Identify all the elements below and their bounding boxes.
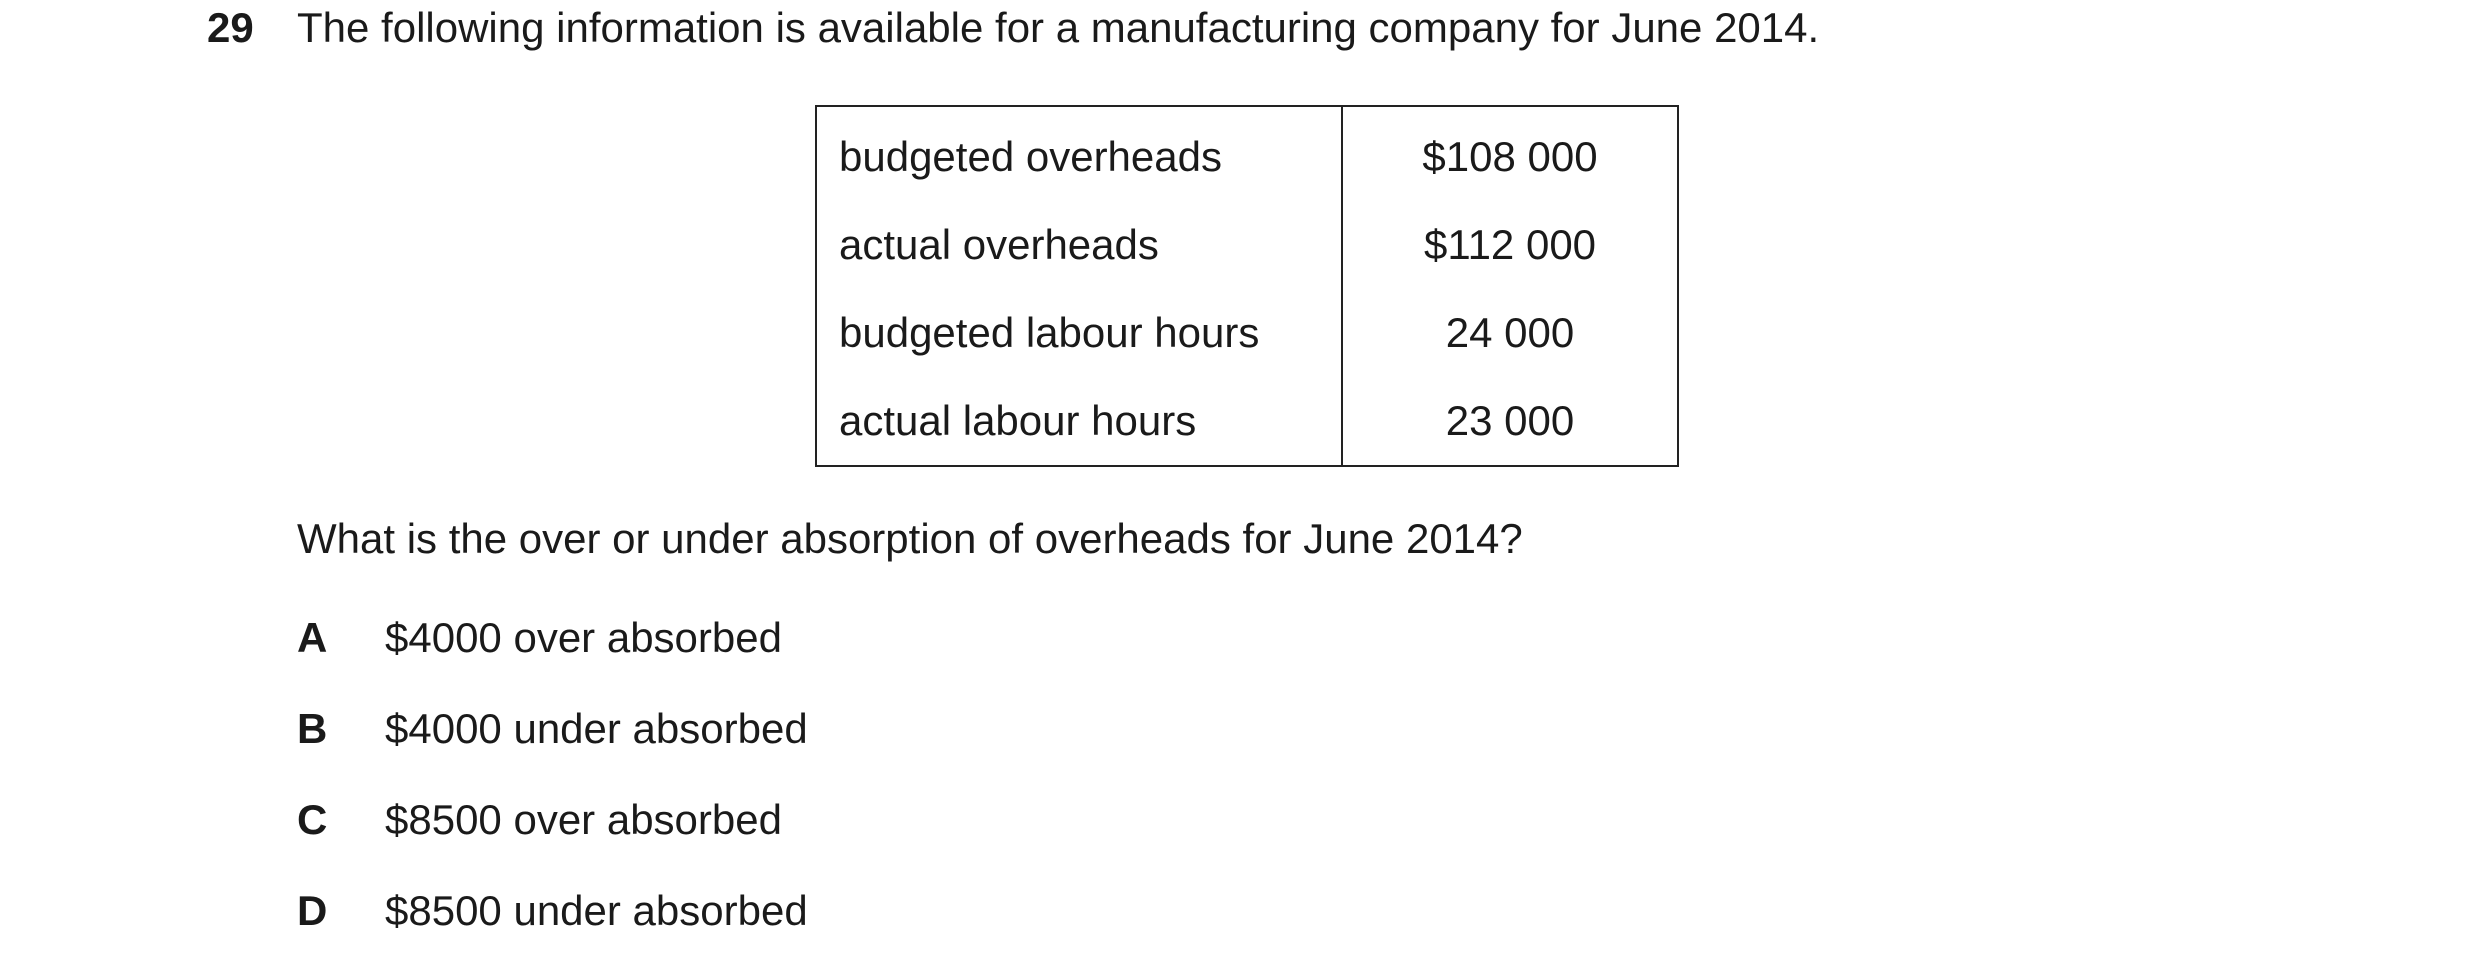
question-number: 29 — [207, 4, 254, 51]
option-letter: D — [297, 887, 328, 934]
option-c[interactable] — [297, 796, 782, 844]
table-row — [816, 289, 1678, 377]
row-value: 23 000 — [1445, 397, 1575, 444]
option-letter: B — [297, 705, 328, 752]
row-value: $112 000 — [1423, 221, 1597, 268]
option-text: $4000 over absorbed — [385, 614, 782, 661]
option-text: $8500 under absorbed — [385, 887, 808, 934]
row-value: $108 000 — [1422, 133, 1598, 180]
row-label: budgeted overheads — [816, 106, 1342, 201]
table-row — [816, 201, 1678, 289]
table-row — [816, 106, 1678, 201]
option-d[interactable] — [297, 887, 808, 935]
row-label: actual overheads — [816, 201, 1342, 289]
row-value: 24 000 — [1445, 309, 1575, 356]
option-letter: C — [297, 796, 328, 843]
option-a[interactable] — [297, 614, 782, 662]
question-intro: The following information is available for a manufacturing company for June 2014. — [297, 4, 1820, 51]
option-letter: A — [297, 614, 328, 661]
question-prompt: What is the over or under absorption of overheads for June 2014? — [297, 515, 1523, 562]
row-label: actual labour hours — [816, 377, 1342, 466]
data-table — [815, 105, 1679, 467]
table-row — [816, 377, 1678, 466]
option-b[interactable] — [297, 705, 808, 753]
option-text: $8500 over absorbed — [385, 796, 782, 843]
option-text: $4000 under absorbed — [385, 705, 808, 752]
row-label: budgeted labour hours — [816, 289, 1342, 377]
